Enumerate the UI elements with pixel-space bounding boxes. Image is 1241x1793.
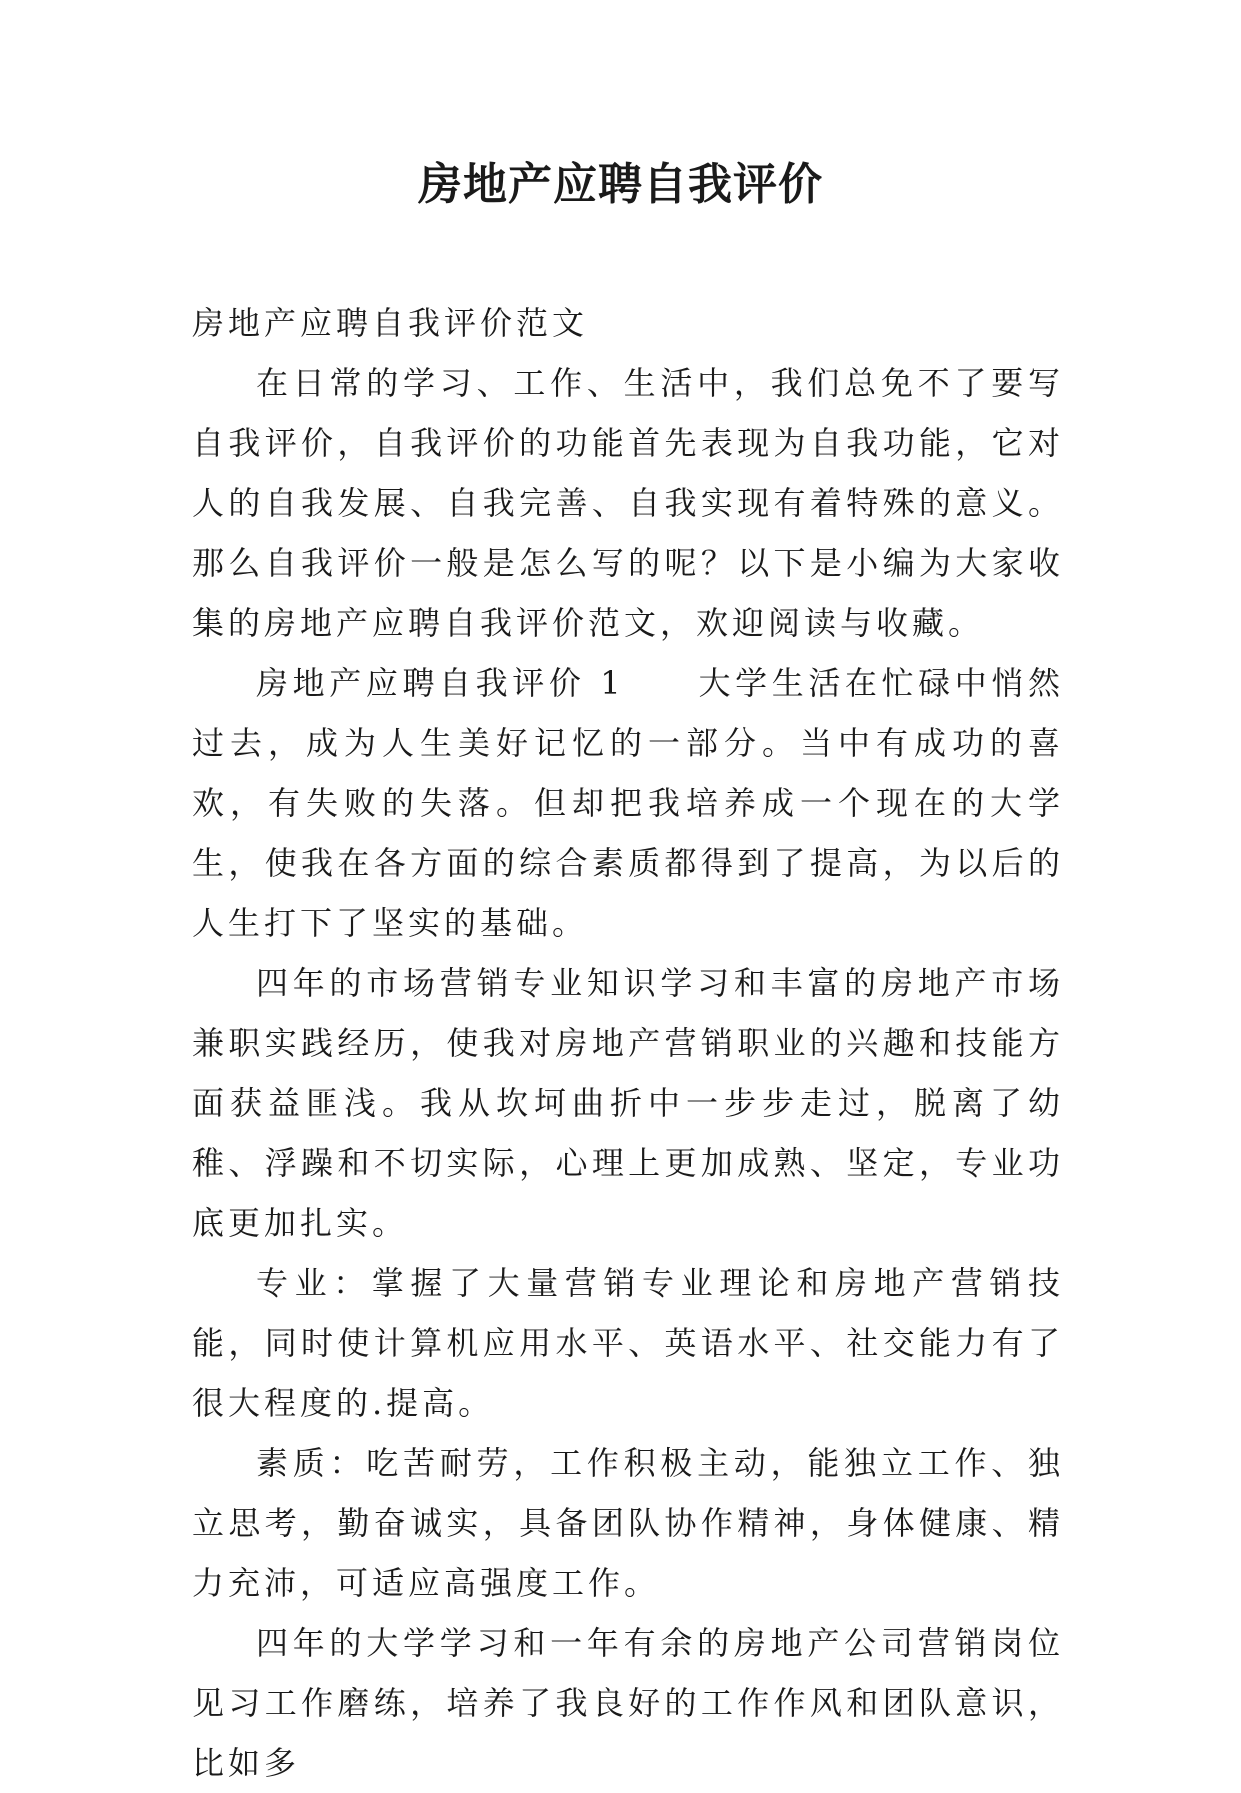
experience-paragraph: 四年的市场营销专业知识学习和丰富的房地产市场兼职实践经历，使我对房地产营销职业的兴趣和技能方面获益匪浅。我从坎坷曲折中一步步走过，脱离了幼稚、浮躁和不切实际，心理上更加成熟、坚定，专业功底更加扎实。 xyxy=(192,964,1064,1242)
internship-paragraph: 四年的大学学习和一年有余的房地产公司营销岗位见习工作磨练，培养了我良好的工作作风和团队意识，比如多 xyxy=(192,1624,1064,1782)
section-1-paragraph: 房地产应聘自我评价 1 大学生活在忙碌中悄然过去，成为人生美好记忆的一部分。当中有成功的喜欢，有失败的失落。但却把我培养成一个现在的大学生，使我在各方面的综合素质都得到了提高，为以后的人生打下了坚实的基础。 xyxy=(192,664,1064,942)
subtitle-paragraph: 房地产应聘自我评价范文 xyxy=(192,304,589,342)
intro-paragraph: 在日常的学习、工作、生活中，我们总免不了要写自我评价，自我评价的功能首先表现为自我功能，它对人的自我发展、自我完善、自我实现有着特殊的意义。那么自我评价一般是怎么写的呢？以下是小编为大家收集的房地产应聘自我评价范文，欢迎阅读与收藏。 xyxy=(192,364,1064,642)
major-paragraph: 专业：掌握了大量营销专业理论和房地产营销技能，同时使计算机应用水平、英语水平、社交能力有了很大程度的.提高。 xyxy=(192,1264,1064,1422)
quality-paragraph: 素质：吃苦耐劳，工作积极主动，能独立工作、独立思考，勤奋诚实，具备团队协作精神，身体健康、精力充沛，可适应高强度工作。 xyxy=(192,1444,1064,1602)
document-body xyxy=(192,293,1064,1793)
document-title: 房地产应聘自我评价 xyxy=(418,159,823,210)
